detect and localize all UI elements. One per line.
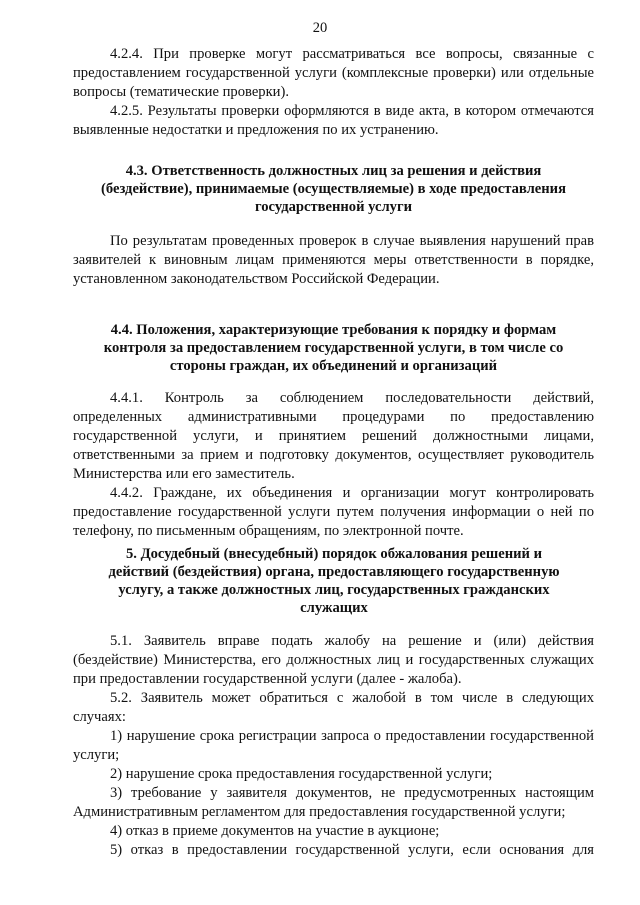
paragraph-4-4-1: 4.4.1. Контроль за соблюдением последовательности действий, определенных административными процедурами по предоставлению государственной услуги, и принятием решений должностными лицами, ответственными за прием и подготовку документов, осуществляет руководитель Министерства или его заместитель. (73, 390, 594, 482)
paragraph-4-3: По результатам проведенных проверок в случае выявления нарушений прав заявителей к виновным лицам применяются меры ответственности в порядке, установленном законодательством Российской Федерации. (73, 233, 594, 287)
list-item-3: 3) требование у заявителя документов, не предусмотренных настоящим Административным регламентом для предоставления государственной услуги; (73, 785, 594, 820)
section-heading-4-3: 4.3. Ответственность должностных лиц за решения и действия (бездействие), принимаемые (осуществляемые) в ходе предоставления государственной услуги (101, 163, 566, 215)
section-heading-5: 5. Досудебный (внесудебный) порядок обжалования решений и действий (бездействия) органа, предоставляющего государственную услугу, а также должностных лиц, государственных гражданских служащих (108, 546, 560, 616)
paragraph-4-2-5: 4.2.5. Результаты проверки оформляются в виде акта, в котором отмечаются выявленные недостатки и предложения по их устранению. (73, 103, 594, 138)
page-number: 20 (312, 20, 328, 36)
paragraph-5-1: 5.1. Заявитель вправе подать жалобу на решение и (или) действия (бездействие) Министерства, его должностных лиц и государственных служащих при предоставлении государственной услуги (далее - жалоба). (73, 633, 594, 687)
paragraph-4-2-4: 4.2.4. При проверке могут рассматриваться все вопросы, связанные с предоставлением государственной услуги (комплексные проверки) или отдельные вопросы (тематические проверки). (73, 46, 594, 100)
list-item-1: 1) нарушение срока регистрации запроса о предоставлении государственной услуги; (73, 728, 594, 763)
paragraph-4-4-2: 4.4.2. Граждане, их объединения и организации могут контролировать предоставление государственной услуги путем получения информации о ней по телефону, по письменным обращениям, по электронной почте. (73, 485, 594, 539)
list-item-4: 4) отказ в приеме документов на участие в аукционе; (110, 823, 440, 839)
list-item-2: 2) нарушение срока предоставления государственной услуги; (110, 766, 493, 782)
section-heading-4-4: 4.4. Положения, характеризующие требования к порядку и формам контроля за предоставлением государственной услуги, в том числе со стороны граждан, их объединений и организаций (103, 322, 564, 374)
paragraph-5-2: 5.2. Заявитель может обратиться с жалобой в том числе в следующих случаях: (73, 690, 594, 725)
list-item-5: 5) отказ в предоставлении государственной услуги, если основания для (110, 842, 594, 858)
